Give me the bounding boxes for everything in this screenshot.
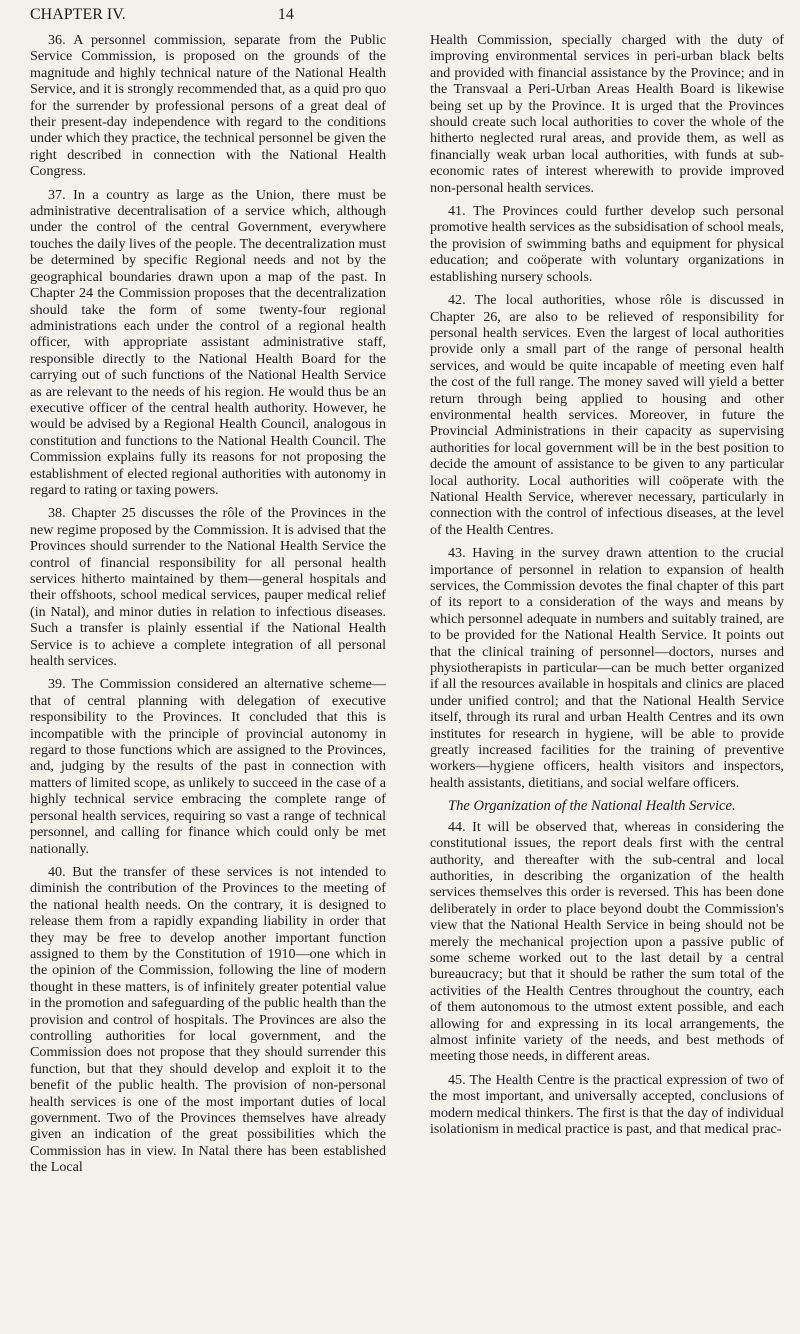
paragraph-43: 43. Having in the survey drawn attention to the crucial importance of personnel in relation to expansion of health services, the Commission devotes the final chapter of this part of its report to a consideration of the ways and means by which personnel adequate in numbers and suitably trained, are to be provided for the National Health Service. It points out that the clinical training of personnel—doctors, nurses and physiotherapists in particular—can be much better organized if all the resources available in hospitals and clinics are placed under unified control; and that the National Health Service itself, through its rural and urban Health Centres and its own institutes for research in hygiene, will be able to provide greatly increased facilities for the training of preventive workers—hygiene officers, health visitors and inspectors, health assistants, dietitians, and social welfare officers. bbox=[430, 545, 784, 791]
paragraph-36: 36. A personnel commission, separate from the Public Service Commission, is proposed on the grounds of the magnitude and highly technical nature of the National Health Service, and it is strongly recommended that, as a quid pro quo for the surrender by professional persons of a great deal of their present-day independence with regard to the conditions under which they practice, the technical personnel be given the right described in connection with the National Health Congress. bbox=[30, 32, 386, 180]
paragraph-40: 40. But the transfer of these services is not intended to diminish the contribution of the Provinces to the meeting of the national health needs. On the contrary, it is designed to release them from a rapidly expanding liability in order that they may be free to develop another important function assigned to them by the Constitution of 1910—one which in the opinion of the Commission, following the line of modern thought in these matters, is of infinitely greater potential value in the promotion and safeguarding of the public health than the provision and control of hospitals. The Provinces are also the controlling authorities for local government, and the Commission does not propose that they should surrender this function, but that they should develop and exploit it to the benefit of the public health. The provision of non-personal health services is one of the most important duties of local government. Two of the Provinces themselves have already given an indication of the great possibilities which the Commission has in view. In Natal there has been established the Local bbox=[30, 863, 386, 1176]
right-column bbox=[430, 32, 784, 1144]
paragraph-39: 39. The Commission considered an alternative scheme—that of central planning with delegation of executive responsibility to the Provinces. It concluded that this is incompatible with the principle of provincial autonomy in regard to those functions which are assigned to the Provinces, and, judging by the results of the past in connection with matters of limited scope, as unlikely to succeed in the case of a highly technical service embracing the complete range of personal health services, requiring so vast a range of technical personnel, and calling for finance which could only be met nationally. bbox=[30, 676, 386, 857]
paragraph-41: 41. The Provinces could further develop such personal promotive health services as the subsidisation of school meals, the provision of swimming baths and equipment for physical education; and coöperate with voluntary organizations in establishing nursery schools. bbox=[430, 203, 784, 285]
paragraph-45: 45. The Health Centre is the practical expression of two of the most important, and universally accepted, conclusions of modern medical thinkers. The first is that the day of individual isolationism in medical practice is past, and that medical prac- bbox=[430, 1071, 784, 1137]
paragraph-38: 38. Chapter 25 discusses the rôle of the Provinces in the new regime proposed by the Commission. It is advised that the Provinces should surrender to the National Health Service the control of financial responsibility for all personal health services hitherto maintained by them—general hospitals and their offshoots, school medical services, pauper medical relief (in Natal), and minor duties in relation to infectious diseases. Such a transfer is plainly essential if the National Health Service is to achieve a complete integration of all personal health services. bbox=[30, 505, 386, 670]
paragraph-42: 42. The local authorities, whose rôle is discussed in Chapter 26, are also to be relieved of responsibility for personal health services. Even the largest of local authorities provide only a small part of the range of personal health services, and would be quite incapable of meeting even half the cost of the full range. The money saved will yield a better return through being applied to housing and other environmental health services. Moreover, in future the Provincial Administrations in their capacity as supervising authorities for local government will be in the best position to decide the amount of assistance to be given to any particular local authority. Local authorities will coöperate with the National Health Service, wherever necessary, particularly in connection with the control of infectious diseases, at the level of the Health Centres. bbox=[430, 292, 784, 538]
section-heading: The Organization of the National Health Service. bbox=[448, 798, 736, 815]
paragraph-37: 37. In a country as large as the Union, there must be administrative decentralisation of a service which, although under the control of the central Government, everywhere touches the daily lives of the people. The decentralization must be determined by specific Regional needs and not by the geographical boundaries drawn upon a map of the past. In Chapter 24 the Commission proposes that the decentralization should take the form of some twenty-four regional administrations each under the control of a regional health officer, with appropriate assistant administrative staff, responsible directly to the National Health Board for the carrying out of such functions of the National Health Service as are relevant to the needs of his region. He would thus be an executive officer of the central health authority. However, he would be advised by a Regional Health Council, analogous in constitution and functions to the National Health Council. The Commission explains fully its reasons for not proposing the establishment of elected regional authorities with autonomy in regard to rating or taxing powers. bbox=[30, 186, 386, 498]
paragraph-44: 44. It will be observed that, whereas in considering the constitutional issues, the report deals first with the central authority, and thereafter with the sub-central and local authorities, in describing the organization of the health services themselves this order is reversed. This has been done deliberately in order to place beyond doubt the Commission's view that the National Health Service in being should not be merely the mechanical projection upon a passive public of some scheme worked out to the last detail by a central bureaucracy; but that it should be rather the sum total of the activities of the Health Centres throughout the country, each of them autonomous to the utmost extent possible, and each allowing for and expressing in its local arrangements, the almost infinite variety of the needs, and best methods of meeting those needs, in different areas. bbox=[430, 818, 784, 1065]
left-column bbox=[30, 32, 386, 1183]
page-number: 14 bbox=[277, 6, 294, 23]
chapter-heading: CHAPTER IV. bbox=[30, 6, 126, 23]
paragraph-40-continued: Health Commission, specially charged with the duty of improving environmental services in peri-urban black belts and provided with financial assistance by the Province; and in the Transvaal a Peri-Urban Areas Health Board is likewise being set up by the Province. It is urged that the Provinces should create such local authorities to cover the whole of the hitherto neglected rural areas, and provide them, as well as financially weak urban local authorities, with funds at sub-economic rates of interest wherewith to provide improved non-personal health services. bbox=[430, 32, 784, 196]
page-header bbox=[30, 6, 766, 30]
